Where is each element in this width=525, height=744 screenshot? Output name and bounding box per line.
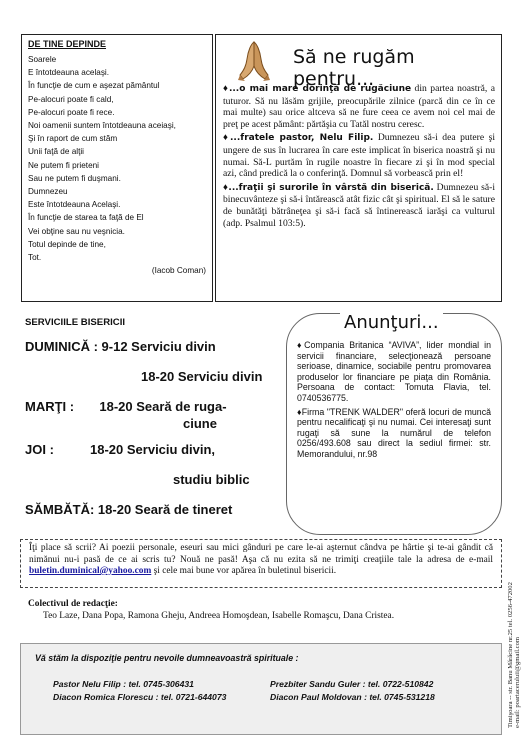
email-link[interactable]: buletin.duminical@yahoo.com bbox=[29, 566, 152, 576]
diamond-bullet-icon: ♦ bbox=[223, 132, 231, 144]
service-row: JOI : 18-20 Serviciu divin, bbox=[25, 442, 216, 457]
contact-entry: Diacon Romica Florescu : tel. 0721-644073 bbox=[53, 692, 227, 702]
poem-line: Şi în raport de cum stăm bbox=[28, 134, 118, 144]
prayer-title: Să ne rugăm pentru... bbox=[293, 46, 415, 90]
service-row: MARŢI : 18-20 Seară de ruga- bbox=[25, 399, 227, 414]
service-row: 18-20 Serviciu divin bbox=[141, 369, 263, 384]
prayer-item-text: Dumnezeu să-i binecuvânteze şi să-i întărească atât fizic cât şi spiritual. El să le sature de bunătăţi bătrâneţea şi să-i facă să întinerească iarăşi ca vulturul (adp. Psalmul 103:5). bbox=[223, 181, 495, 229]
poem-line: În funcţie de starea ta faţă de El bbox=[28, 213, 144, 223]
contact-entry: Pastor Nelu Filip : tel. 0745-306431 bbox=[53, 679, 194, 689]
contact-entry: Prezbiter Sandu Guler : tel. 0722-510842 bbox=[270, 679, 434, 689]
editorial-names: Teo Laze, Dana Popa, Ramona Gheju, Andreea Homoşdean, Isabelle Romaşcu, Dana Cristea. bbox=[43, 611, 395, 621]
prayer-item bbox=[223, 132, 495, 179]
prayer-box bbox=[215, 34, 502, 302]
contact-entry: Diacon Paul Moldovan : tel. 0745-531218 bbox=[270, 692, 435, 702]
poem-line: Vei obţine sau nu veşnicia. bbox=[28, 226, 125, 236]
prayer-item-heading: ...fratele pastor, Nelu Filip. bbox=[230, 133, 374, 144]
service-row: DUMINICĂ : 9-12 Serviciu divin bbox=[25, 339, 216, 354]
announcement-item: ♦Firma "TRENK WALDER" oferă locuri de muncă pentru necalificaţi şi nu numai. Cei interesaţi sunt rugaţi să sune la numărul de telefon 0256/493.608 sau direct la sediul firmei: str. Memorandului, nr.98 bbox=[297, 406, 491, 459]
diamond-bullet-icon: ♦ bbox=[223, 181, 229, 193]
announcements-title: Anunţuri... bbox=[340, 312, 443, 333]
poem-line: Ne putem fi prieteni bbox=[28, 160, 99, 170]
services-heading: SERVICIILE BISERICII bbox=[25, 317, 126, 328]
side-address-line: Timişoara -- str. Banu Mărăcine nr.25 tel. 0256-472002 bbox=[507, 582, 514, 728]
side-address bbox=[506, 548, 520, 728]
poem-line: E întotdeauna acelaşi. bbox=[28, 68, 110, 78]
poem-line: Dumnezeu bbox=[28, 187, 68, 197]
poem-line: Pe-alocuri poate fi rece. bbox=[28, 107, 115, 117]
contact-heading: Vă stăm la dispoziţie pentru nevoile dumneavoastră spirituale : bbox=[35, 653, 299, 663]
poem-line: Tot. bbox=[28, 253, 42, 263]
poem-line: Noi oamenii suntem întotdeauna aceiaşi, bbox=[28, 121, 176, 131]
contact-grid bbox=[35, 679, 487, 702]
poem-box bbox=[21, 34, 213, 302]
poem-line: Sau ne putem fi duşmani. bbox=[28, 173, 121, 183]
service-row: studiu biblic bbox=[173, 472, 250, 487]
side-email-line: e-mail: poartaceruluii@gmail.com bbox=[514, 636, 521, 728]
poem-line: În funcţie de cum e aşezat pământul bbox=[28, 81, 160, 91]
poem-line: Este întotdeauna Acelaşi. bbox=[28, 200, 121, 210]
editorial-section bbox=[20, 596, 502, 632]
write-invite-box bbox=[20, 539, 502, 588]
praying-hands-icon bbox=[235, 39, 273, 81]
announcements-box bbox=[286, 313, 502, 535]
prayer-item-text: Dumnezeu să-i dea putere şi ungere de sus în lucrarea în care este implicat în biserica noastră şi nu numai. Să-L purtăm în rugile noastre în fiecare zi şi în mod special azi, când predică la o conferinţă. Domnul să vorbească prin el! bbox=[223, 132, 495, 180]
editorial-heading: Colectivul de redacţie: bbox=[28, 599, 118, 609]
contact-box bbox=[20, 643, 502, 735]
diamond-bullet-icon: ♦ bbox=[223, 83, 229, 94]
service-row: ciune bbox=[183, 416, 217, 431]
prayer-item-text: din partea noastră, a tuturor. Să nu lăsăm grijile, preocupările zilnice (parcă din ce în ce mai multe) sau orice altceva să ne fure ceea ce avem noi cel mai de preţ pe acest pământ: părtăşia cu Tatăl nostru ceresc. bbox=[223, 83, 495, 130]
poem-author: (Iacob Coman) bbox=[151, 266, 206, 276]
poem-title: DE TINE DEPINDE bbox=[28, 39, 107, 49]
poem-line: Totul depinde de tine, bbox=[28, 239, 106, 249]
service-row: SĂMBĂTĂ: 18-20 Seară de tineret bbox=[25, 502, 233, 517]
prayer-item bbox=[223, 83, 495, 130]
prayer-item bbox=[223, 182, 495, 229]
poem-line: Soarele bbox=[28, 55, 57, 64]
prayer-item-heading: ...o mai mare dorinţă de rugăciune bbox=[228, 84, 412, 94]
poem-line: Pe-alocuri poate fi cald, bbox=[28, 94, 114, 104]
prayer-item-heading: ...fraţii şi surorile în vârstă din biserică. bbox=[228, 182, 434, 193]
poem-line: Unii faţă de alţii bbox=[28, 147, 84, 157]
write-text: şi cele mai bune vor apărea în buletinul bisericii. bbox=[151, 566, 337, 576]
announcement-item: ♦Compania Britanica “AVIVA”, lider mondial in servicii financiare, selecţionează persoane serioase, dinamice, sociabile pentru promovarea produselor lor financiare pe piaţa din România. Persoana de contact: Tomuta Flavia, tel. 0740536775. bbox=[297, 340, 491, 403]
write-text: Îţi place să scrii? Ai poezii personale, eseuri sau mici gânduri pe care le-ai aşternut cândva pe hârtie şi te-ai gândit că nimănui nu-i pasă de ce ai scris tu? Nouă ne pasă! Aşa că nu ezita să ne trimiţi creaţiile tale la adresa de e-mail bbox=[29, 543, 493, 565]
services-section bbox=[25, 317, 293, 529]
